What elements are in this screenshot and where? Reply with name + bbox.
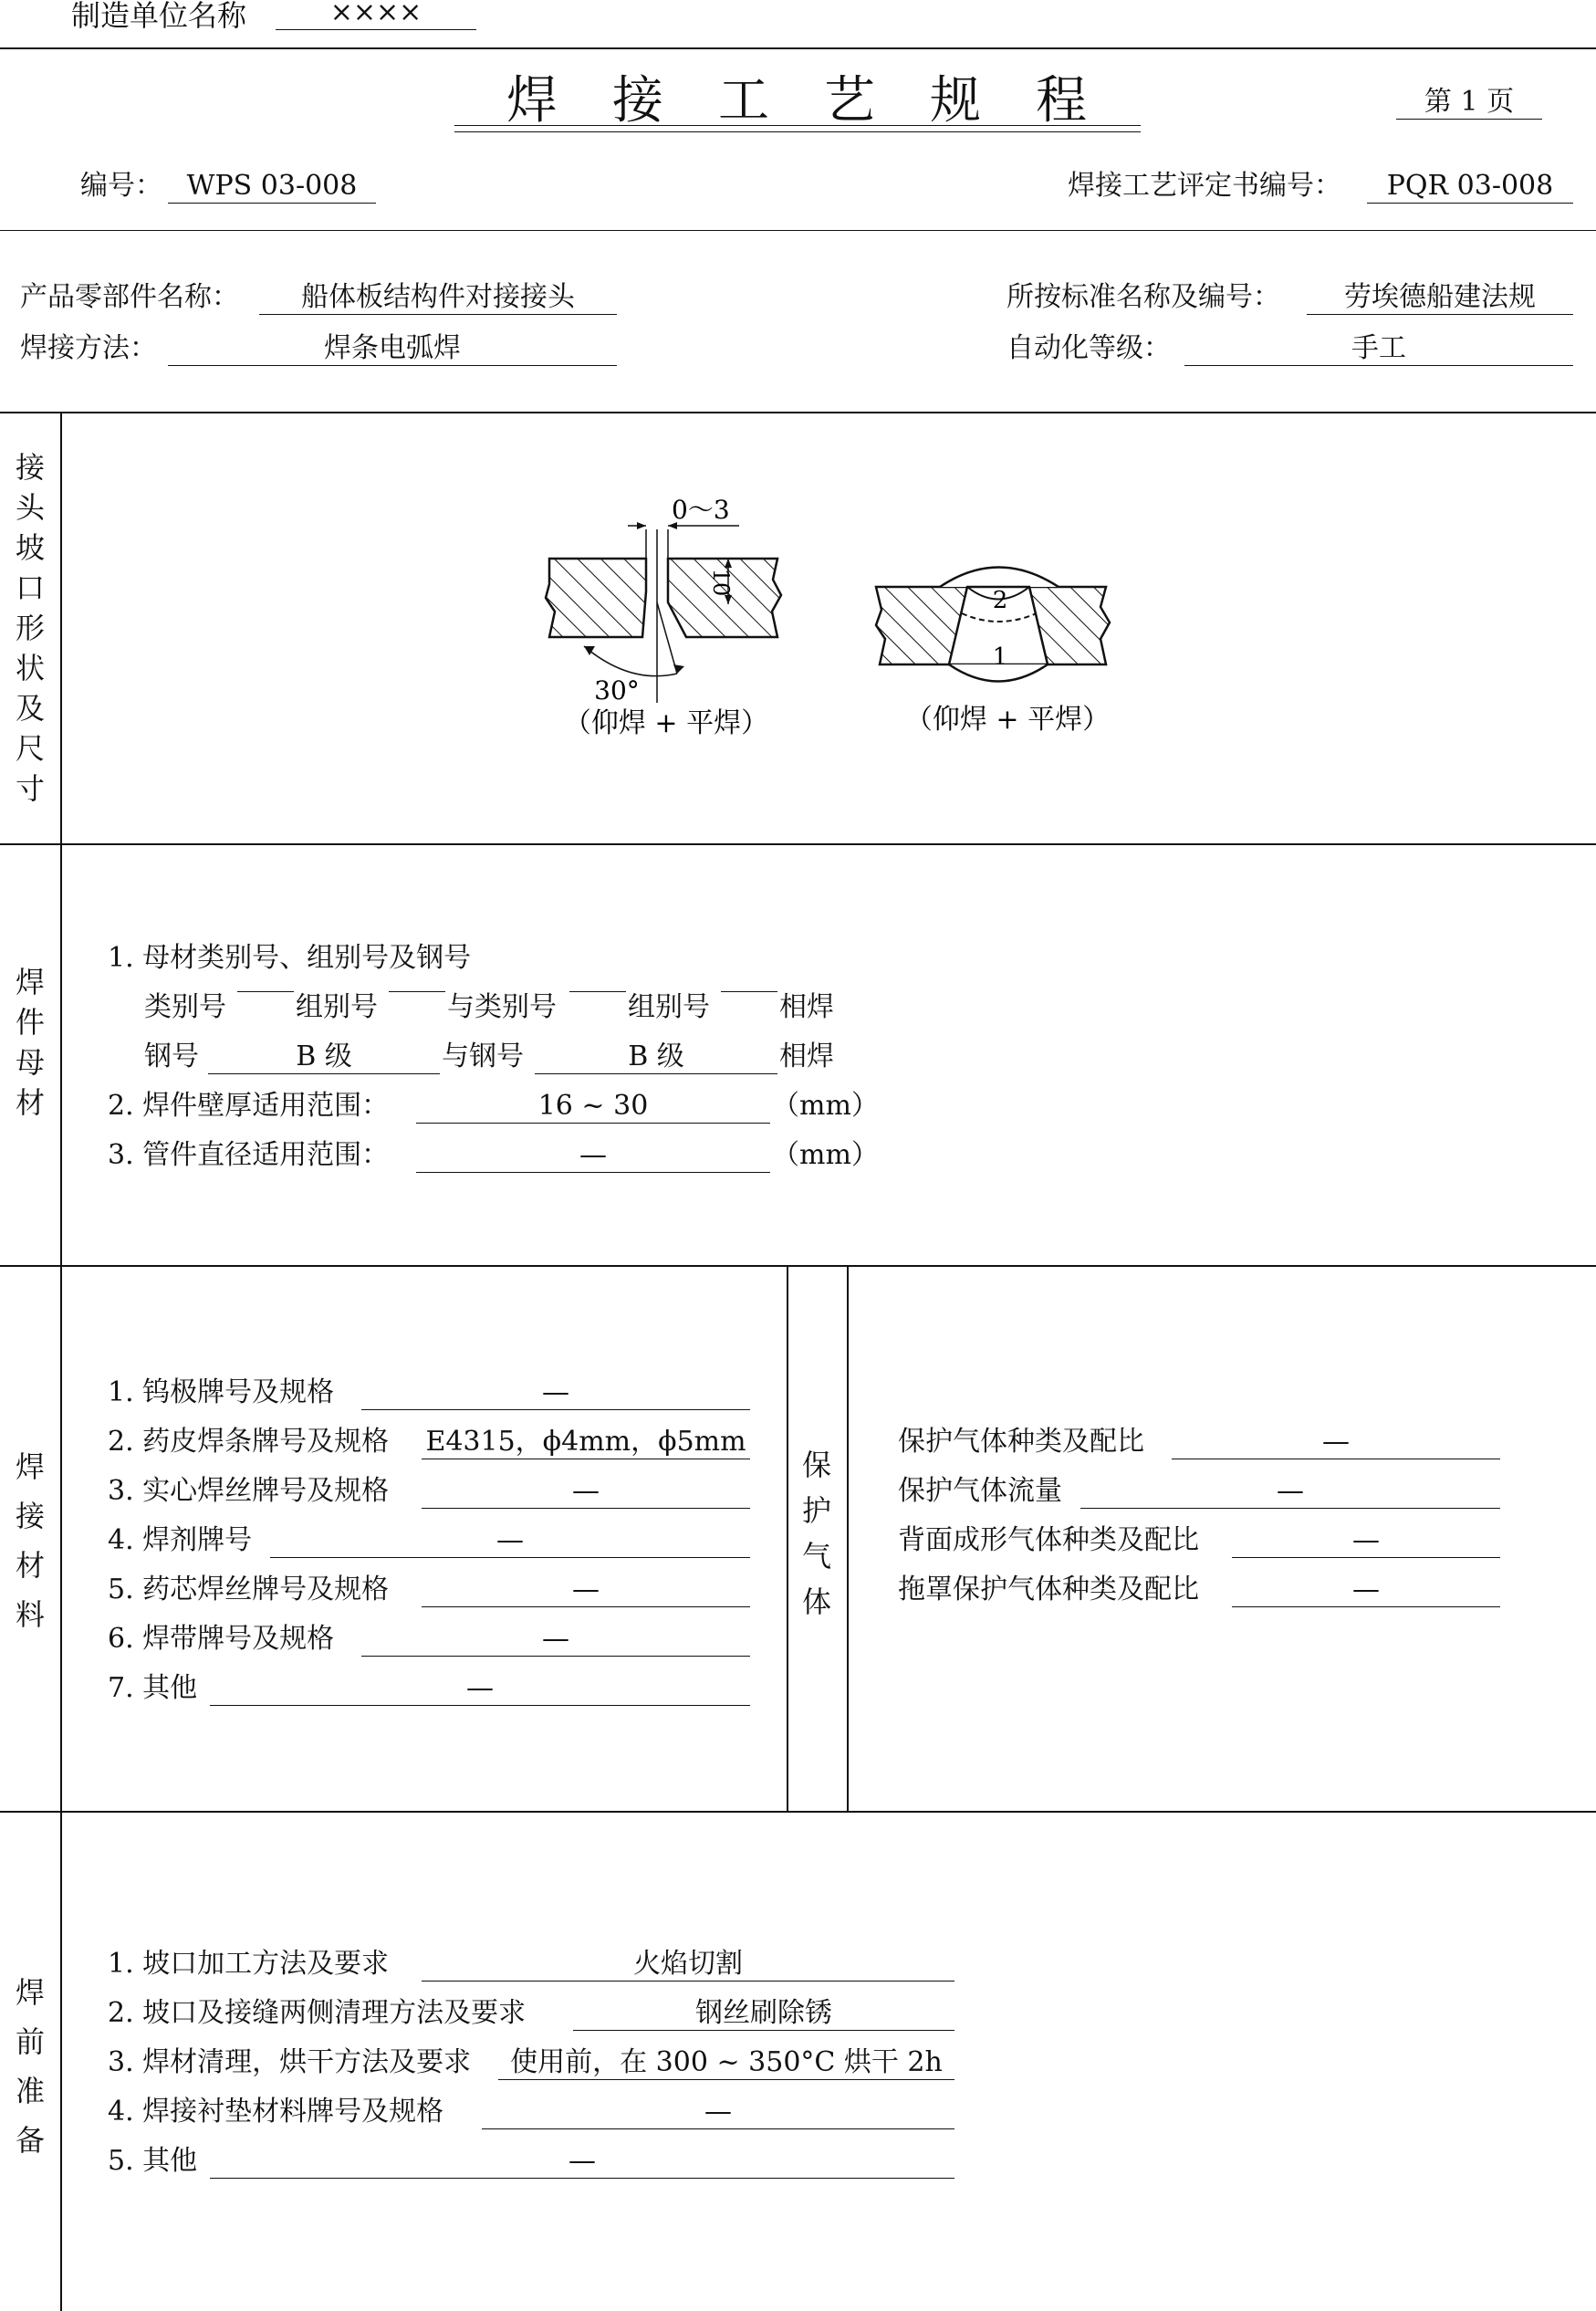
title-underline-2 — [454, 131, 1141, 132]
prep-5-label: 5. 其他 — [108, 2145, 198, 2177]
group-no-blank — [389, 991, 445, 992]
standard-value: 劳埃德船建法规 — [1307, 281, 1573, 315]
pqr-no-value: PQR 03-008 — [1367, 170, 1573, 204]
diameter-label: 3. 管件直径适用范围： — [108, 1139, 390, 1171]
with-steel-label: 与钢号 — [442, 1040, 524, 1072]
table-top-rule — [0, 412, 1596, 413]
gas-1-label: 保护气体种类及配比 — [898, 1426, 1144, 1458]
group-no-label-2: 组别号 — [628, 991, 710, 1023]
gas-label-rule-right — [847, 1265, 849, 1811]
section-gas-label: 保护气体 — [801, 1448, 831, 1619]
thickness-unit: （mm） — [772, 1090, 879, 1122]
weld-with-label-2: 相焊 — [779, 1040, 834, 1072]
steel-no-value: B 级 — [208, 1040, 440, 1074]
wps-no-value: WPS 03-008 — [168, 170, 376, 204]
section-prep-label: 焊前准备 — [15, 1975, 45, 2158]
gap-dimension: 0～3 — [672, 495, 730, 525]
material-4-label: 4. 焊剂牌号 — [108, 1524, 253, 1556]
thickness-label: 2. 焊件壁厚适用范围： — [108, 1090, 390, 1122]
diameter-unit: （mm） — [772, 1139, 879, 1171]
material-5-value: — — [422, 1574, 750, 1607]
group-no-label: 组别号 — [296, 991, 378, 1023]
gas-1-value: — — [1172, 1426, 1500, 1459]
gas-2-label: 保护气体流量 — [898, 1475, 1062, 1507]
material-4-value: — — [270, 1524, 750, 1558]
title-underline-1 — [454, 125, 1141, 126]
section-materials-label: 焊接材料 — [15, 1449, 45, 1632]
prep-3-label: 3. 焊材清理，烘干方法及要求 — [108, 2046, 472, 2078]
label-column-rule — [60, 412, 62, 2311]
gas-label-rule-left — [787, 1265, 788, 1811]
weld-with-label: 相焊 — [779, 991, 834, 1023]
prep-2-label: 2. 坡口及接缝两侧清理方法及要求 — [108, 1997, 527, 2029]
row-rule-1 — [0, 843, 1596, 845]
header-rule — [0, 230, 1596, 231]
material-5-label: 5. 药芯焊丝牌号及规格 — [108, 1574, 390, 1605]
diameter-value: — — [416, 1139, 770, 1173]
prep-4-value: — — [482, 2096, 954, 2129]
class-no-label: 类别号 — [144, 991, 226, 1023]
prep-5-value: — — [210, 2145, 954, 2179]
material-7-label: 7. 其他 — [108, 1672, 198, 1704]
material-2-label: 2. 药皮焊条牌号及规格 — [108, 1426, 390, 1458]
caption-right: （仰焊 + 平焊） — [904, 704, 1111, 736]
gas-4-value: — — [1232, 1574, 1500, 1607]
with-class-label: 与类别号 — [447, 991, 557, 1023]
gas-4-label: 拖罩保护气体种类及配比 — [898, 1574, 1199, 1605]
wps-no-label: 编号： — [80, 170, 162, 202]
thickness-value: 16 ~ 30 — [416, 1090, 770, 1124]
caption-left: （仰焊 + 平焊） — [563, 707, 769, 739]
angle-dimension: 30° — [594, 675, 640, 706]
depth-dimension: 10 — [708, 568, 734, 597]
row-rule-2 — [0, 1265, 1596, 1267]
weld-method-label: 焊接方法： — [20, 332, 157, 364]
automation-label: 自动化等级： — [1007, 332, 1171, 364]
material-3-label: 3. 实心焊丝牌号及规格 — [108, 1475, 390, 1507]
part-name-value: 船体板结构件对接接头 — [259, 281, 617, 315]
prep-2-value: 钢丝刷除锈 — [573, 1997, 954, 2031]
standard-label: 所按标准名称及编号： — [1007, 281, 1280, 313]
top-rule — [0, 47, 1596, 49]
class-no-blank — [237, 991, 294, 992]
material-6-label: 6. 焊带牌号及规格 — [108, 1623, 335, 1655]
material-2-value: E4315，ϕ4mm，ϕ5mm — [422, 1426, 750, 1459]
section-joint-label: 接头坡口形状及尺寸 — [15, 450, 45, 806]
gas-3-label: 背面成形气体种类及配比 — [898, 1524, 1199, 1556]
layer-1-label: 1 — [992, 643, 1008, 671]
material-1-value: — — [361, 1376, 750, 1410]
left-groove-sketch — [546, 522, 781, 703]
material-3-value: — — [422, 1475, 750, 1509]
prep-1-value: 火焰切割 — [422, 1948, 954, 1982]
weld-method-value: 焊条电弧焊 — [168, 332, 617, 366]
layer-2-label: 2 — [992, 587, 1008, 614]
material-1-label: 1. 钨极牌号及规格 — [108, 1376, 335, 1408]
group-no-blank-2 — [721, 991, 777, 992]
steel-no-label: 钢号 — [144, 1040, 199, 1072]
prep-1-label: 1. 坡口加工方法及要求 — [108, 1948, 390, 1980]
class-no-blank-2 — [569, 991, 626, 992]
material-7-value: — — [210, 1672, 750, 1706]
maker-label: 制造单位名称 — [71, 0, 247, 33]
automation-value: 手工 — [1184, 332, 1573, 366]
page-number: 第 1 页 — [1396, 86, 1542, 120]
section-base-label: 焊件母材 — [15, 965, 45, 1120]
prep-3-value: 使用前，在 300 ~ 350°C 烘干 2h — [498, 2046, 954, 2080]
prep-4-label: 4. 焊接衬垫材料牌号及规格 — [108, 2096, 444, 2128]
row-rule-3 — [0, 1811, 1596, 1813]
steel-no-value-2: B 级 — [535, 1040, 777, 1074]
pqr-no-label: 焊接工艺评定书编号： — [1068, 170, 1341, 202]
maker-value: ×××× — [276, 0, 476, 30]
gas-3-value: — — [1232, 1524, 1500, 1558]
joint-groove-drawing — [511, 493, 1132, 758]
material-6-value: — — [361, 1623, 750, 1657]
base-item-1: 1. 母材类别号、组别号及钢号 — [108, 942, 472, 974]
part-name-label: 产品零部件名称： — [20, 281, 239, 313]
page-title: 焊接工艺规程 — [506, 71, 1142, 131]
gas-2-value: — — [1080, 1475, 1500, 1509]
